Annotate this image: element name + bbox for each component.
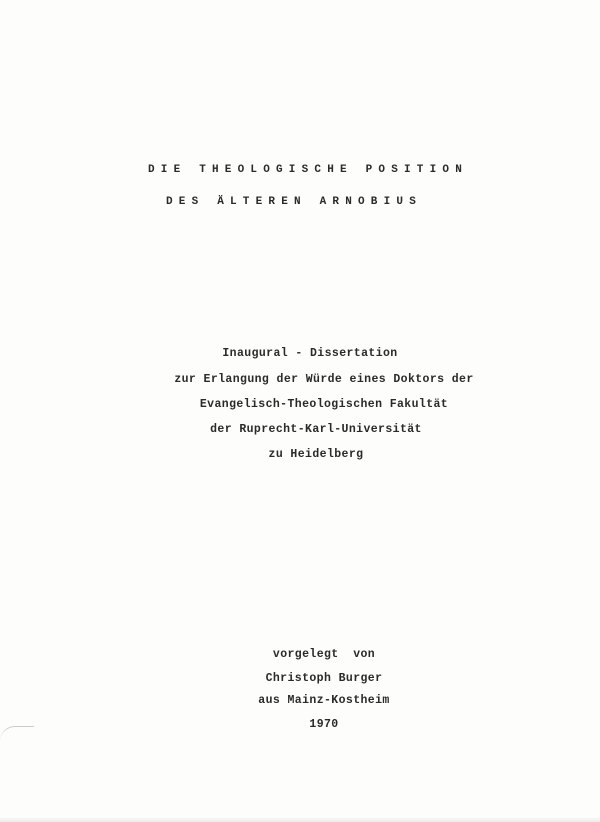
- title-line-1: DIE THEOLOGISCHE POSITION: [147, 164, 469, 176]
- dissertation-line-1: Inaugural - Dissertation: [222, 347, 398, 360]
- page-bottom-edge: [0, 816, 600, 822]
- dissertation-line-2: zur Erlangung der Würde eines Doktors der: [174, 373, 474, 386]
- dissertation-line-5: zu Heidelberg: [268, 448, 364, 461]
- paper-fold-mark: [0, 726, 34, 741]
- title-line-2: DES ÄLTEREN ARNOBIUS: [165, 196, 423, 208]
- author-line-4: 1970: [309, 718, 339, 731]
- dissertation-line-3: Evangelisch-Theologischen Fakultät: [199, 398, 449, 411]
- author-line-1: vorgelegt von: [272, 648, 376, 661]
- author-line-3: aus Mainz-Kostheim: [258, 694, 390, 707]
- author-line-2: Christoph Burger: [265, 672, 383, 685]
- dissertation-line-4: der Ruprecht-Karl-Universität: [210, 423, 422, 436]
